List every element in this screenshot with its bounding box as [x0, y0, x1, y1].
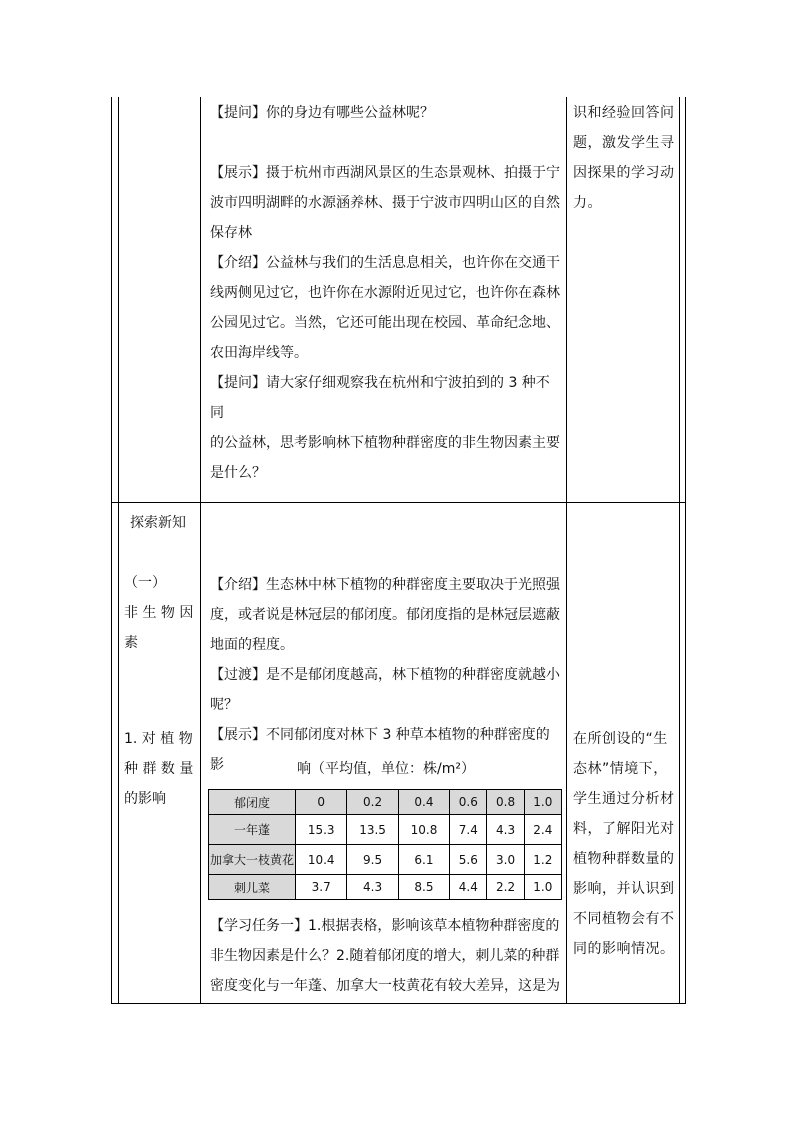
text-line: 【展示】不同郁闭度对林下 3 种草本植物的种群密度的影: [210, 727, 550, 773]
text-line: 是什么？: [210, 465, 266, 481]
text-line: 料，了解阳光对: [573, 821, 675, 837]
table-cell: 4.3: [487, 815, 524, 845]
table-header-cell: 0.4: [398, 790, 449, 815]
table-cell: 6.1: [398, 845, 449, 875]
text-line: 影响，并认识到: [573, 881, 675, 897]
row2-learning-task: [210, 911, 562, 1001]
text-line: 公园见过它。当然，它还可能出现在校园、革命纪念地、: [210, 315, 560, 331]
topic-title: 1. 对 植 物: [124, 731, 193, 747]
text-line: 不同植物会有不: [573, 911, 675, 927]
row2-subsection: [124, 568, 198, 658]
table-cell: 3.7: [296, 875, 347, 900]
table-cell: 2.2: [487, 875, 524, 900]
table-header-cell: 郁闭度: [209, 790, 296, 815]
plant-name-cell: 一年蓬: [209, 815, 296, 845]
row-divider: [111, 502, 686, 503]
table-cell: 5.6: [450, 845, 487, 875]
row2-teaching-content: [210, 570, 562, 780]
table-cell: 7.4: [450, 815, 487, 845]
text-line: 学生通过分析材: [573, 791, 675, 807]
text-line: 非生物因素是什么？2.随着郁闭度的增大，刺儿菜的种群: [210, 948, 560, 964]
table-row: [209, 815, 562, 845]
row1-teaching-content: [210, 98, 562, 488]
text-line: 度，或者说是林冠层的郁闭度。郁闭度指的是林冠层遮蔽: [210, 607, 560, 623]
text-line: 线两侧见过它，也许你在水源附近见过它，也许你在森林: [210, 285, 560, 301]
table-header-row: [209, 790, 562, 815]
table-right-border: [685, 97, 686, 1004]
table-cell: 9.5: [347, 845, 398, 875]
table-left-inner-border: [118, 97, 119, 1004]
table-cell: 1.0: [524, 875, 561, 900]
text-line: 因探果的学习动: [573, 165, 675, 181]
table-cell: 8.5: [398, 875, 449, 900]
text-line: 【过渡】是不是郁闭度越高，林下植物的种群密度就越小: [210, 667, 560, 683]
table-cell: 2.4: [524, 815, 561, 845]
table-cell: 10.4: [296, 845, 347, 875]
subsection-title: 非 生 物 因: [124, 605, 194, 621]
text-line: 同的影响情况。: [573, 941, 675, 957]
text-line: 题，激发学生寻: [573, 135, 675, 151]
table-caption: 响（平均值，单位：株/m²）: [297, 761, 475, 777]
column-divider-1: [200, 97, 201, 1004]
table-header-cell: 0.6: [450, 790, 487, 815]
subsection-title: 素: [124, 635, 138, 651]
text-line: 【提问】请大家仔细观察我在杭州和宁波拍到的 3 种不同: [210, 375, 550, 421]
table-cell: 4.4: [450, 875, 487, 900]
text-line: 【介绍】公益林与我们的生活息息相关，也许你在交通干: [210, 255, 560, 271]
table-row: [209, 875, 562, 900]
row2-section-heading: [124, 508, 198, 538]
table-cell: 3.0: [487, 845, 524, 875]
text-line: 识和经验回答问: [573, 105, 675, 121]
text-line: 在所创设的“生: [573, 731, 668, 747]
row2-topic: [124, 724, 198, 814]
text-line: [210, 128, 562, 158]
text-line: 【提问】你的身边有哪些公益林呢？: [210, 105, 434, 121]
table-cell: 4.3: [347, 875, 398, 900]
topic-title: 种 群 数 量: [124, 761, 194, 777]
text-line: 态林”情境下，: [573, 761, 668, 777]
text-line: 的公益林，思考影响林下植物种群密度的非生物因素主要: [210, 435, 560, 451]
table-header-cell: 0: [296, 790, 347, 815]
plant-name-cell: 刺儿菜: [209, 875, 296, 900]
table-header-cell: 1.0: [524, 790, 561, 815]
text-line: 呢？: [210, 697, 238, 713]
table-left-border: [111, 97, 112, 1004]
table-header-cell: 0.8: [487, 790, 524, 815]
row1-design-intent: [573, 98, 677, 218]
text-line: 【展示】摄于杭州市西湖风景区的生态景观林、拍摄于宁: [210, 165, 560, 181]
text-line: 农田海岸线等。: [210, 345, 308, 361]
text-line: 【学习任务一】1.根据表格，影响该草本植物种群密度的: [210, 918, 560, 934]
text-line: 波市四明湖畔的水源涵养林、摄于宁波市四明山区的自然: [210, 195, 560, 211]
plant-name-cell: 加拿大一枝黄花: [209, 845, 296, 875]
table-cell: 10.8: [398, 815, 449, 845]
text-line: 密度变化与一年蓬、加拿大一枝黄花有较大差异，这是为: [210, 978, 560, 994]
text-line: 地面的程度。: [210, 637, 294, 653]
column-divider-2: [566, 97, 567, 1004]
section-title: 探索新知: [130, 515, 186, 531]
table-cell: 1.2: [524, 845, 561, 875]
table-row: [209, 845, 562, 875]
table-bottom-border: [111, 1003, 686, 1004]
table-cell: 15.3: [296, 815, 347, 845]
row2-design-intent: [573, 724, 677, 964]
subsection-number: （一）: [124, 575, 166, 591]
table-cell: 13.5: [347, 815, 398, 845]
density-table: [208, 789, 562, 900]
text-line: 保存林: [210, 225, 252, 241]
text-line: 【介绍】生态林中林下植物的种群密度主要取决于光照强: [210, 577, 560, 593]
table-header-cell: 0.2: [347, 790, 398, 815]
text-line: 力。: [573, 195, 602, 211]
text-line: 植物种群数量的: [573, 851, 675, 867]
topic-title: 的影响: [124, 791, 166, 807]
table-right-inner-border: [679, 97, 680, 1004]
